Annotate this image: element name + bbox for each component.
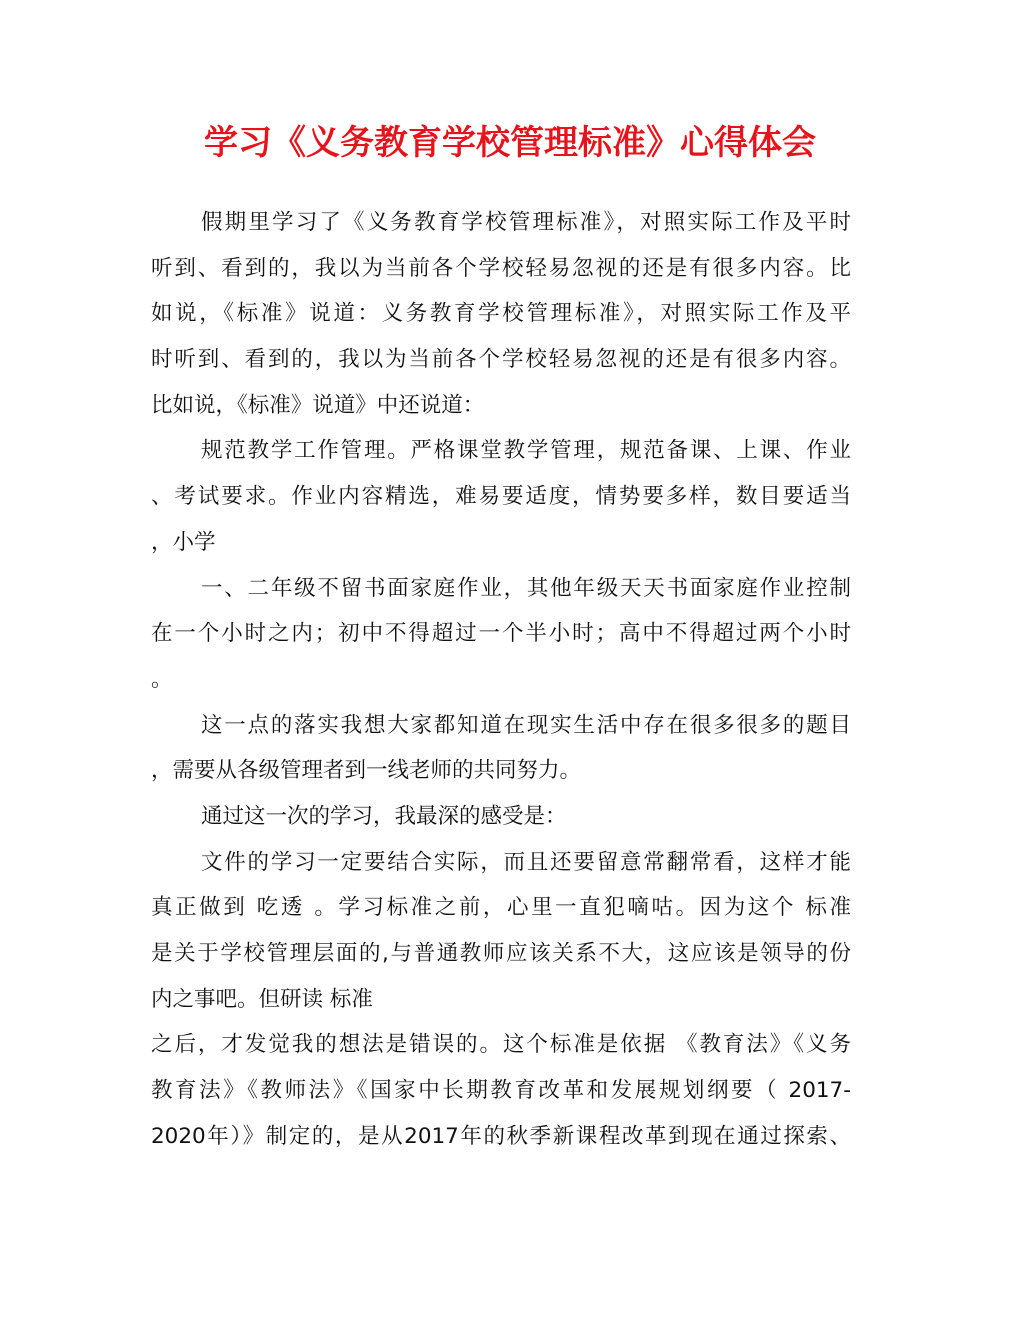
body-line-4: 时听到、看到的，我以为当前各个学校轻易忽视的还是有很多内容。 <box>151 347 851 373</box>
body-line-8: ，小学 <box>151 529 216 555</box>
body-line-7: 、考试要求。作业内容精选，难易要适度，情势要多样，数目要适当 <box>151 484 851 510</box>
body-line-1: 假期里学习了《义务教育学校管理标准》，对照实际工作及平时 <box>201 210 851 235</box>
body-line-20: 教育法》《教师法》《国家中长期教育改革和发展规划纲要（ 2017- <box>151 1078 851 1104</box>
document-title: 学习《义务教育学校管理标准》心得体会 <box>204 123 816 163</box>
body-line-6: 规范教学工作管理。严格课堂教学管理，规范备课、上课、作业 <box>201 438 851 464</box>
body-line-3: 如说，《标准》说道：义务教育学校管理标准》，对照实际工作及平 <box>151 301 851 327</box>
body-line-13: ，需要从各级管理者到一线老师的共同努力。 <box>151 758 582 784</box>
body-line-10: 在一个小时之内；初中不得超过一个半小时；高中不得超过两个小时 <box>151 621 851 647</box>
body-line-21: 2020年）》制定的，是从2017年的秋季新课程改革到现在通过探索、 <box>151 1123 851 1149</box>
body-line-5: 比如说，《标准》说道》中还说道： <box>151 392 485 418</box>
body-line-12: 这一点的落实我想大家都知道在现实生活中存在很多很多的题目 <box>201 712 851 738</box>
body-line-16: 真正做到 吃透 。学习标准之前，心里一直犯嘀咕。因为这个 标准 <box>151 895 851 921</box>
body-line-11: 。 <box>151 666 173 692</box>
body-line-9: 一、二年级不留书面家庭作业，其他年级天天书面家庭作业控制 <box>201 575 851 601</box>
body-line-17: 是关于学校管理层面的,与普通教师应该关系不大，这应该是领导的份 <box>151 941 851 966</box>
body-line-14: 通过这一次的学习，我最深的感受是： <box>201 803 567 829</box>
body-line-19: 之后，才发觉我的想法是错误的。这个标准是依据 《教育法》《义务 <box>151 1032 851 1058</box>
body-line-18: 内之事吧。但研读 标准 <box>151 986 373 1012</box>
body-line-2: 听到、看到的，我以为当前各个学校轻易忽视的还是有很多内容。比 <box>151 255 851 281</box>
document-body <box>151 200 851 1159</box>
body-line-15: 文件的学习一定要结合实际，而且还要留意常翻常看，这样才能 <box>201 849 851 875</box>
